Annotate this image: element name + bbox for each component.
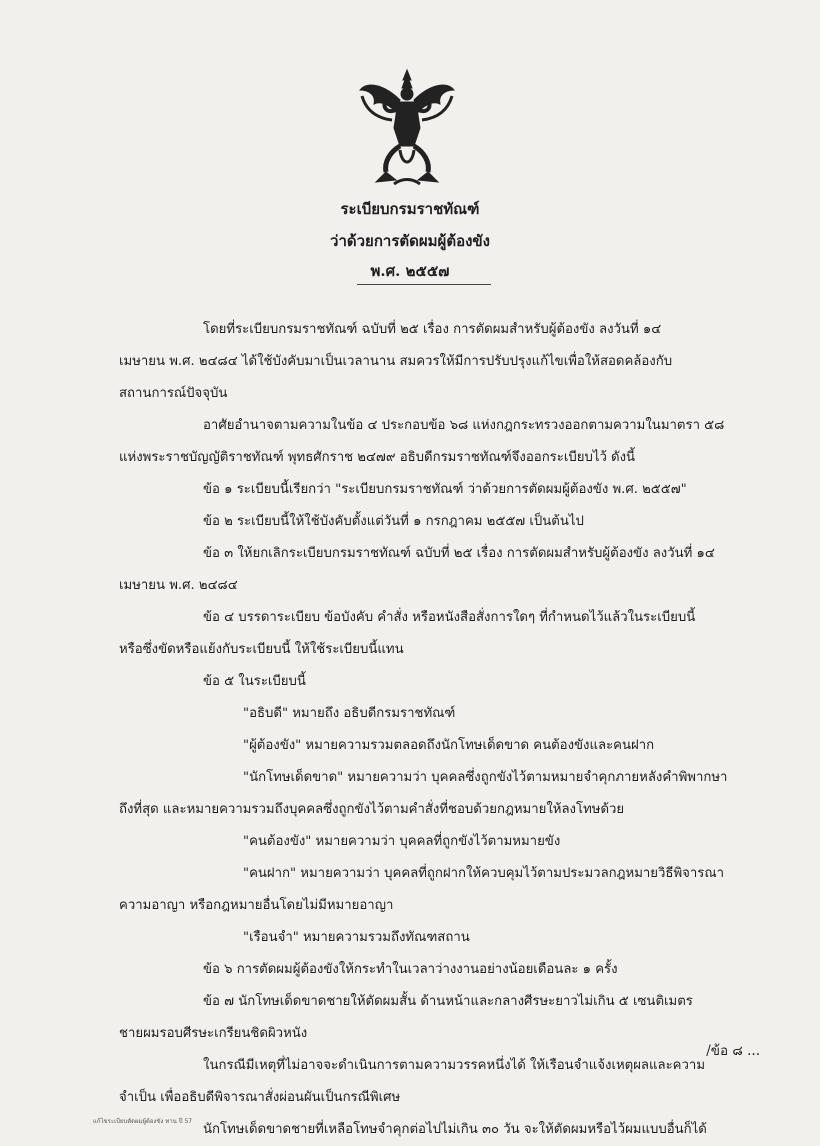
body-line: แห่งพระราชบัญญัติราชทัณฑ์ พุทธศักราช ๒๔๗๙ อธิบดีกรมราชทัณฑ์จึงออกระเบียบไว้ ดังนี้ bbox=[119, 450, 636, 465]
continuation-marker: /ข้อ ๘ ... bbox=[706, 1043, 760, 1059]
body-line: "อธิบดี" หมายถึง อธิบดีกรมราชทัณฑ์ bbox=[243, 706, 456, 721]
body-line: ความอาญา หรือกฎหมายอื่นโดยไม่มีหมายอาญา bbox=[119, 898, 394, 913]
body-line: หรือซึ่งขัดหรือแย้งกับระเบียบนี้ ให้ใช้ระเบียบนี้แทน bbox=[119, 642, 404, 657]
body-line: เมษายน พ.ศ. ๒๔๘๔ ได้ใช้บังคับมาเป็นเวลานาน สมควรให้มีการปรับปรุงแก้ไขเพื่อให้สอดคล้องกับ bbox=[119, 354, 673, 369]
body-line: ข้อ ๗ นักโทษเด็ดขาดชายให้ตัดผมสั้น ด้านหน้าและกลางศีรษะยาวไม่เกิน ๕ เซนติเมตร bbox=[203, 994, 693, 1009]
body-line: "นักโทษเด็ดขาด" หมายความว่า บุคคลซึ่งถูกขังไว้ตามหมายจำคุกภายหลังคำพิพากษา bbox=[243, 770, 728, 785]
body-line: "เรือนจำ" หมายความรวมถึงทัณฑสถาน bbox=[243, 930, 470, 945]
body-line: ในกรณีมีเหตุที่ไม่อาจจะดำเนินการตามความวรรคหนึ่งได้ ให้เรือนจำแจ้งเหตุผลและความ bbox=[203, 1058, 706, 1073]
body-line: ข้อ ๑ ระเบียบนี้เรียกว่า "ระเบียบกรมราชทัณฑ์ ว่าด้วยการตัดผมผู้ต้องขัง พ.ศ. ๒๕๕๗" bbox=[203, 482, 687, 497]
body-line: ข้อ ๕ ในระเบียบนี้ bbox=[203, 674, 306, 689]
regulation-title: ระเบียบกรมราชทัณฑ์ bbox=[340, 200, 480, 218]
body-line: "ผู้ต้องขัง" หมายความรวมตลอดถึงนักโทษเด็ดขาด คนต้องขังและคนฝาก bbox=[243, 738, 655, 753]
body-line: ถึงที่สุด และหมายความรวมถึงบุคคลซึ่งถูกขังไว้ตามคำสั่งที่ชอบด้วยกฎหมายให้ลงโทษด้วย bbox=[119, 802, 625, 817]
body-line: ชายผมรอบศีรษะเกรียนชิดผิวหนัง bbox=[119, 1026, 308, 1041]
body-line: เมษายน พ.ศ. ๒๔๘๔ bbox=[119, 578, 238, 593]
body-line: ข้อ ๖ การตัดผมผู้ต้องขังให้กระทำในเวลาว่างงานอย่างน้อยเดือนละ ๑ ครั้ง bbox=[203, 962, 618, 977]
footer-note: แก้ไขระเบียบตัดผมผู้ต้องขัง ทาน ปี 57 bbox=[93, 1118, 193, 1125]
body-line: ข้อ ๒ ระเบียบนี้ให้ใช้บังคับตั้งแต่วันที่ ๑ กรกฎาคม ๒๕๕๗ เป็นต้นไป bbox=[203, 514, 584, 529]
body-line: นักโทษเด็ดขาดชายที่เหลือโทษจำคุกต่อไปไม่เกิน ๓๐ วัน จะให้ตัดผมหรือไว้ผมแบบอื่นก็ได้ bbox=[203, 1122, 707, 1137]
title-underline bbox=[357, 284, 491, 285]
body-line: อาศัยอำนาจตามความในข้อ ๔ ประกอบข้อ ๖๘ แห่งกฎกระทรวงออกตามความในมาตรา ๕๘ bbox=[203, 418, 725, 433]
body-line: ข้อ ๓ ให้ยกเลิกระเบียบกรมราชทัณฑ์ ฉบับที่ ๒๕ เรื่อง การตัดผมสำหรับผู้ต้องขัง ลงวันที่ ๑๔ bbox=[203, 546, 715, 561]
body-line: สถานการณ์ปัจจุบัน bbox=[119, 386, 228, 401]
regulation-body bbox=[119, 314, 753, 1146]
regulation-subject: ว่าด้วยการตัดผมผู้ต้องขัง bbox=[330, 232, 490, 250]
body-line: โดยที่ระเบียบกรมราชทัณฑ์ ฉบับที่ ๒๕ เรื่อง การตัดผมสำหรับผู้ต้องขัง ลงวันที่ ๑๔ bbox=[203, 322, 662, 337]
regulation-year: พ.ศ. ๒๕๕๗ bbox=[370, 262, 450, 280]
body-line: "คนฝาก" หมายความว่า บุคคลที่ถูกฝากให้ควบคุมไว้ตามประมวลกฎหมายวิธีพิจารณา bbox=[243, 866, 725, 881]
body-line: "คนต้องขัง" หมายความว่า บุคคลที่ถูกขังไว้ตามหมายขัง bbox=[243, 834, 561, 849]
body-line: ข้อ ๔ บรรดาระเบียบ ข้อบังคับ คำสั่ง หรือหนังสือสั่งการใดๆ ที่กำหนดไว้แล้วในระเบียบนี้ bbox=[203, 610, 696, 625]
garuda-emblem-icon bbox=[356, 66, 458, 190]
body-line: จำเป็น เพื่ออธิบดีพิจารณาสั่งผ่อนผันเป็นกรณีพิเศษ bbox=[119, 1090, 401, 1105]
